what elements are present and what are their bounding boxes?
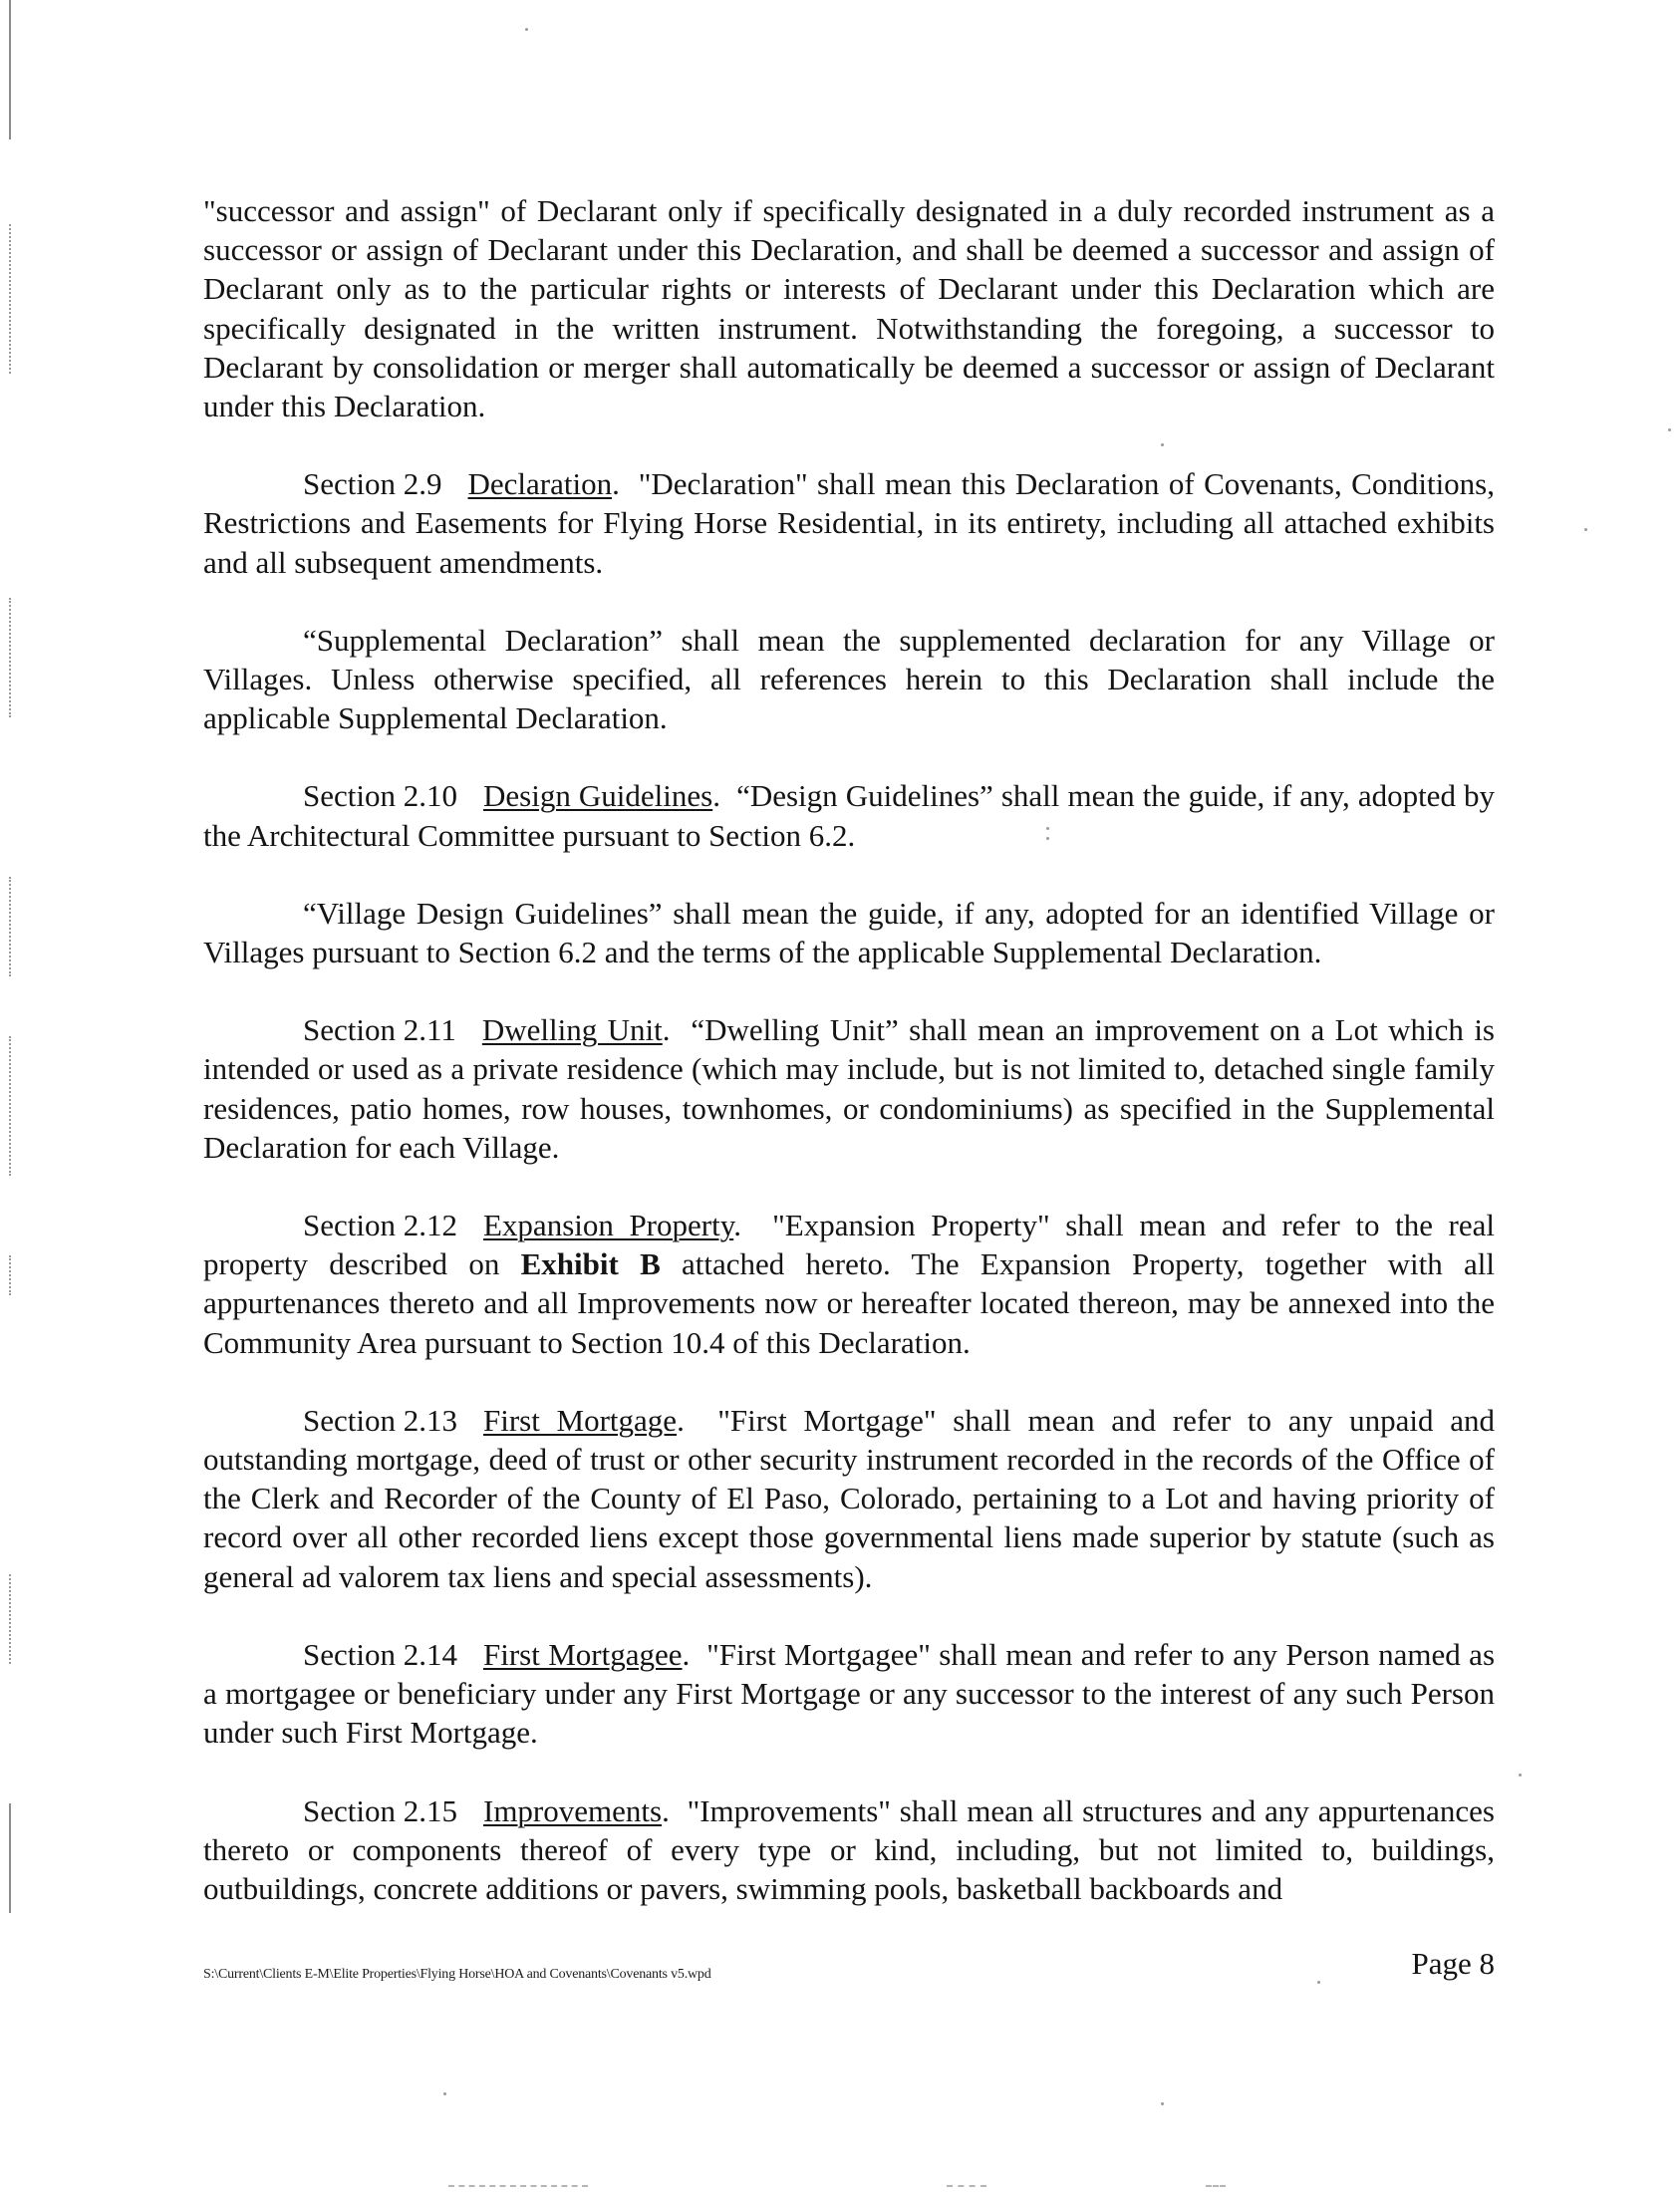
- section-title: Design Guidelines: [483, 778, 713, 814]
- scan-bottom-mark: [1206, 2185, 1226, 2187]
- scan-margin-line: [9, 224, 11, 374]
- scan-speck: [1584, 528, 1587, 531]
- scan-bottom-mark: [448, 2185, 588, 2187]
- paragraph-village-design-guidelines: [203, 894, 1495, 971]
- section-number: Section 2.9: [303, 466, 442, 502]
- exhibit-reference: Exhibit B: [520, 1246, 661, 1282]
- paragraph-supplemental-declaration: [203, 621, 1495, 738]
- section-number: Section 2.10: [303, 778, 457, 814]
- section-title: Dwelling Unit: [481, 1012, 663, 1048]
- paragraph-text: “Design Guidelines” shall mean the guide, if any, adopted by the Architectural Committee pursuant to Section 6.2.: [203, 778, 1496, 853]
- paragraph-successor-definition: [203, 191, 1495, 425]
- section-title: Expansion Property: [483, 1208, 734, 1243]
- footer-page-number: Page 8: [1411, 1946, 1495, 1981]
- paragraph-section-2-13: Section 2.13 First Mortgage. "First Mortgage" shall mean and refer to any unpaid and outstanding mortgage, deed of trust or other security instrument recorded in the records of the Office of the Clerk and Recorder of the County of El Paso, Colorado, pertaining to a Lot and having priority of record over all other recorded liens except those governmental liens made superior by statute (such as general ad valorem tax liens and special assessments).: [203, 1402, 1495, 1594]
- section-title: Declaration: [467, 466, 613, 502]
- section-number: Section 2.14: [303, 1636, 457, 1672]
- paragraph-text: "First Mortgagee" shall mean and refer to any Person named as a mortgagee or beneficiary under any First Mortgage or any successor to the interest of any such Person under such First Mortgage.: [203, 1636, 1496, 1751]
- scan-speck: [1668, 428, 1671, 431]
- section-number: Section 2.15: [303, 1792, 457, 1828]
- scan-speck: [443, 2092, 446, 2095]
- paragraph-section-2-10: Section 2.10 Design Guidelines. “Design Guidelines” shall mean the guide, if any, adopted by the Architectural Committee pursuant to Section 6.2.: [203, 778, 1496, 853]
- scan-speck: [1317, 1981, 1320, 1984]
- scan-margin-line: [9, 1574, 11, 1664]
- section-title: Improvements: [483, 1792, 663, 1828]
- paragraph-section-2-15: Section 2.15 Improvements. "Improvements" shall mean all structures and any appurtenances thereto or components thereof of every type or kind, including, but not limited to, buildings, outbuildings, concrete additions or pavers, swimming pools, basketball backboards and: [203, 1792, 1496, 1906]
- scan-margin-line: [9, 1803, 11, 1913]
- section-title: First Mortgagee: [483, 1636, 683, 1672]
- section-number: Section 2.11: [303, 1012, 456, 1048]
- paragraph-text: “Village Design Guidelines” shall mean the guide, if any, adopted for an identified Village or Villages pursuant to Section 6.2 and the terms of the applicable Supplemental Declaration.: [203, 895, 1495, 970]
- paragraph-text: "Declaration" shall mean this Declaration of Covenants, Conditions, Restrictions and Easements for Flying Horse Residential, in its entirety, including all attached exhibits and all subsequent amendments.: [203, 466, 1495, 580]
- paragraph-text: attached hereto. The Expansion Property, together with all appurtenances thereto and all Improvements now or hereafter located thereon, may be annexed into the Community Area pursuant to Section 10.4 of this Declaration.: [203, 1246, 1496, 1360]
- scan-margin-line: [9, 877, 11, 976]
- scan-bottom-mark: [947, 2185, 986, 2187]
- scan-speck: [1161, 2102, 1164, 2105]
- scan-speck: [1519, 1774, 1522, 1777]
- scan-margin-line: [9, 0, 11, 139]
- section-number: Section 2.12: [303, 1208, 457, 1243]
- paragraph-text: “Dwelling Unit” shall mean an improvement on a Lot which is intended or used as a private residence (which may include, but is not limited to, detached single family residences, patio homes, row houses, townhomes, or condominiums) as specified in the Supplemental Declaration for each Village.: [203, 1012, 1495, 1165]
- paragraph-text: “Supplemental Declaration” shall mean the supplemented declaration for any Village or Villages. Unless otherwise specified, all references herein to this Declaration shall include the applicable Supplemental Declaration.: [203, 622, 1495, 736]
- paragraph-section-2-9: Section 2.9 Declaration. "Declaration" shall mean this Declaration of Covenants, Conditions, Restrictions and Easements for Flying Horse Residential, in its entirety, including all attached exhibits and all subsequent amendments.: [203, 466, 1495, 580]
- paragraph-section-2-12: Section 2.12 Expansion Property. "Expansion Property" shall mean and refer to the real property described on Exhibit B attached hereto. The Expansion Property, together with all appurtenances thereto and all Improvements now or hereafter located thereon, may be annexed into the Community Area pursuant to Section 10.4 of this Declaration.: [203, 1208, 1496, 1360]
- paragraph-text: "First Mortgage" shall mean and refer to any unpaid and outstanding mortgage, deed of trust or other security instrument recorded in the records of the Office of the Clerk and Recorder of the County of El Paso, Colorado, pertaining to a Lot and having priority of record over all other recorded liens except those governmental liens made superior by statute (such as general ad valorem tax liens and special assessments).: [203, 1402, 1495, 1594]
- scan-margin-line: [9, 598, 11, 717]
- scan-margin-line: [9, 1036, 11, 1176]
- document-body: [203, 191, 1495, 1947]
- paragraph-text: "successor and assign" of Declarant only if specifically designated in a duly recorded instrument as a successor or assign of Declarant under this Declaration, and shall be deemed a successor and assign of Declarant only as to the particular rights or interests of Declarant under this Declaration which are specifically designated in the written instrument. Notwithstanding the foregoing, a successor to Declarant by consolidation or merger shall automatically be deemed a successor or assign of Declarant under this Declaration.: [203, 193, 1495, 424]
- paragraph-text: "Improvements" shall mean all structures and any appurtenances thereto or components thereof of every type or kind, including, but not limited to, buildings, outbuildings, concrete additions or pavers, swimming pools, basketball backboards and: [203, 1792, 1496, 1906]
- scan-speck: [525, 28, 528, 31]
- footer-file-path: S:\Current\Clients E-M\Elite Properties\Flying Horse\HOA and Covenants\Covenants v5.wpd: [203, 1967, 711, 1982]
- section-title: First Mortgage: [483, 1402, 678, 1438]
- paragraph-section-2-14: Section 2.14 First Mortgagee. "First Mortgagee" shall mean and refer to any Person named as a mortgagee or beneficiary under any First Mortgage or any successor to the interest of any such Person under such First Mortgage.: [203, 1636, 1496, 1751]
- section-number: Section 2.13: [303, 1402, 457, 1438]
- paragraph-text: "Expansion Property" shall mean and refer to the real property described on: [203, 1208, 1496, 1282]
- paragraph-section-2-11: Section 2.11 Dwelling Unit. “Dwelling Unit” shall mean an improvement on a Lot which is intended or used as a private residence (which may include, but is not limited to, detached single family residences, patio homes, row houses, townhomes, or condominiums) as specified in the Supplemental Declaration for each Village.: [203, 1012, 1495, 1165]
- scan-margin-line: [9, 1255, 11, 1295]
